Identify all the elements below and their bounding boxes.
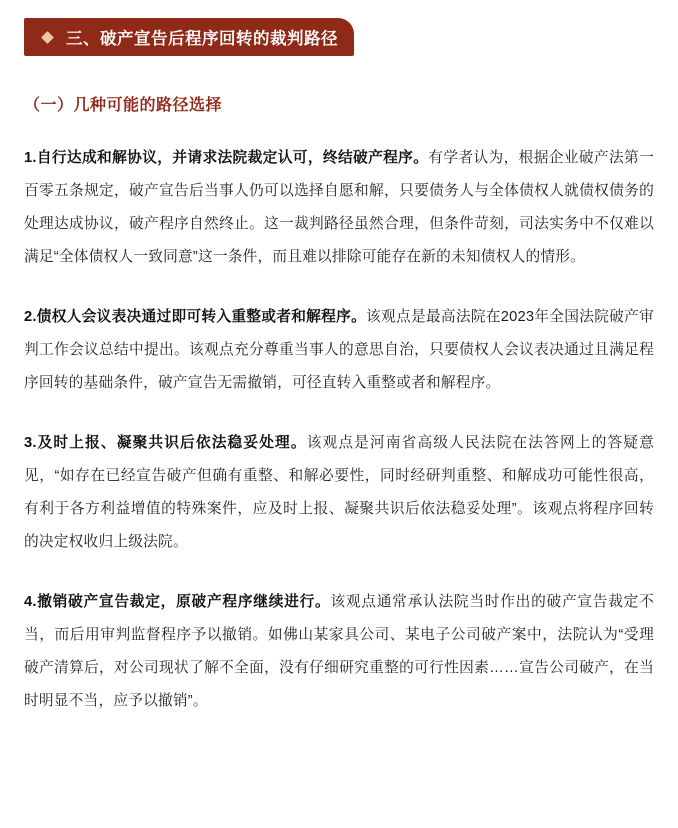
paragraph-1-body: 有学者认为，根据企业破产法第一百零五条规定，破产宣告后当事人仍可以选择自愿和解，只要债务人与全体债权人就债权债务的处理达成协议，破产程序自然终止。这一裁判路径虽然合理，但条件苛刻，司法实务中不仅难以满足“全体债权人一致同意”这一条件，而且难以排除可能存在新的未知债权人的情形。	[24, 150, 654, 265]
paragraph-2	[24, 301, 654, 400]
paragraph-4-body: 该观点通常承认法院当时作出的破产宣告裁定不当，而后用审判监督程序予以撤销。如佛山某家具公司、某电子公司破产案中，法院认为“受理破产清算后，对公司现状了解不全面，没有仔细研究重整的可行性因素……宣告公司破产，在当时明显不当，应予以撤销”。	[24, 594, 654, 709]
section-title: 三、破产宣告后程序回转的裁判路径	[66, 30, 338, 48]
paragraph-4	[24, 586, 654, 718]
paragraph-2-body: 该观点是最高法院在2023年全国法院破产审判工作会议总结中提出。该观点充分尊重当事人的意思自治，只要债权人会议表决通过且满足程序回转的基础条件，破产宣告无需撤销，可径直转入重整或者和解程序。	[24, 309, 654, 391]
paragraph-2-lead: 2.债权人会议表决通过即可转入重整或者和解程序。	[24, 309, 367, 325]
document-page	[0, 18, 678, 828]
sub-heading: （一）几种可能的路径选择	[24, 97, 223, 114]
paragraph-3	[24, 427, 654, 559]
paragraph-3-body: 该观点是河南省高级人民法院在法答网上的答疑意见，“如存在已经宣告破产但确有重整、和解必要性，同时经研判重整、和解成功可能性很高，有利于各方利益增值的特殊案件，应及时上报、凝聚共识后依法稳妥处理”。该观点将程序回转的决定权收归上级法院。	[24, 435, 654, 550]
paragraph-1	[24, 142, 654, 274]
paragraph-1-lead: 1.自行达成和解协议，并请求法院裁定认可，终结破产程序。	[24, 150, 429, 166]
paragraph-4-lead: 4.撤销破产宣告裁定，原破产程序继续进行。	[24, 594, 331, 610]
paragraph-3-lead: 3.及时上报、凝聚共识后依法稳妥处理。	[24, 435, 307, 451]
section-banner	[24, 18, 354, 56]
